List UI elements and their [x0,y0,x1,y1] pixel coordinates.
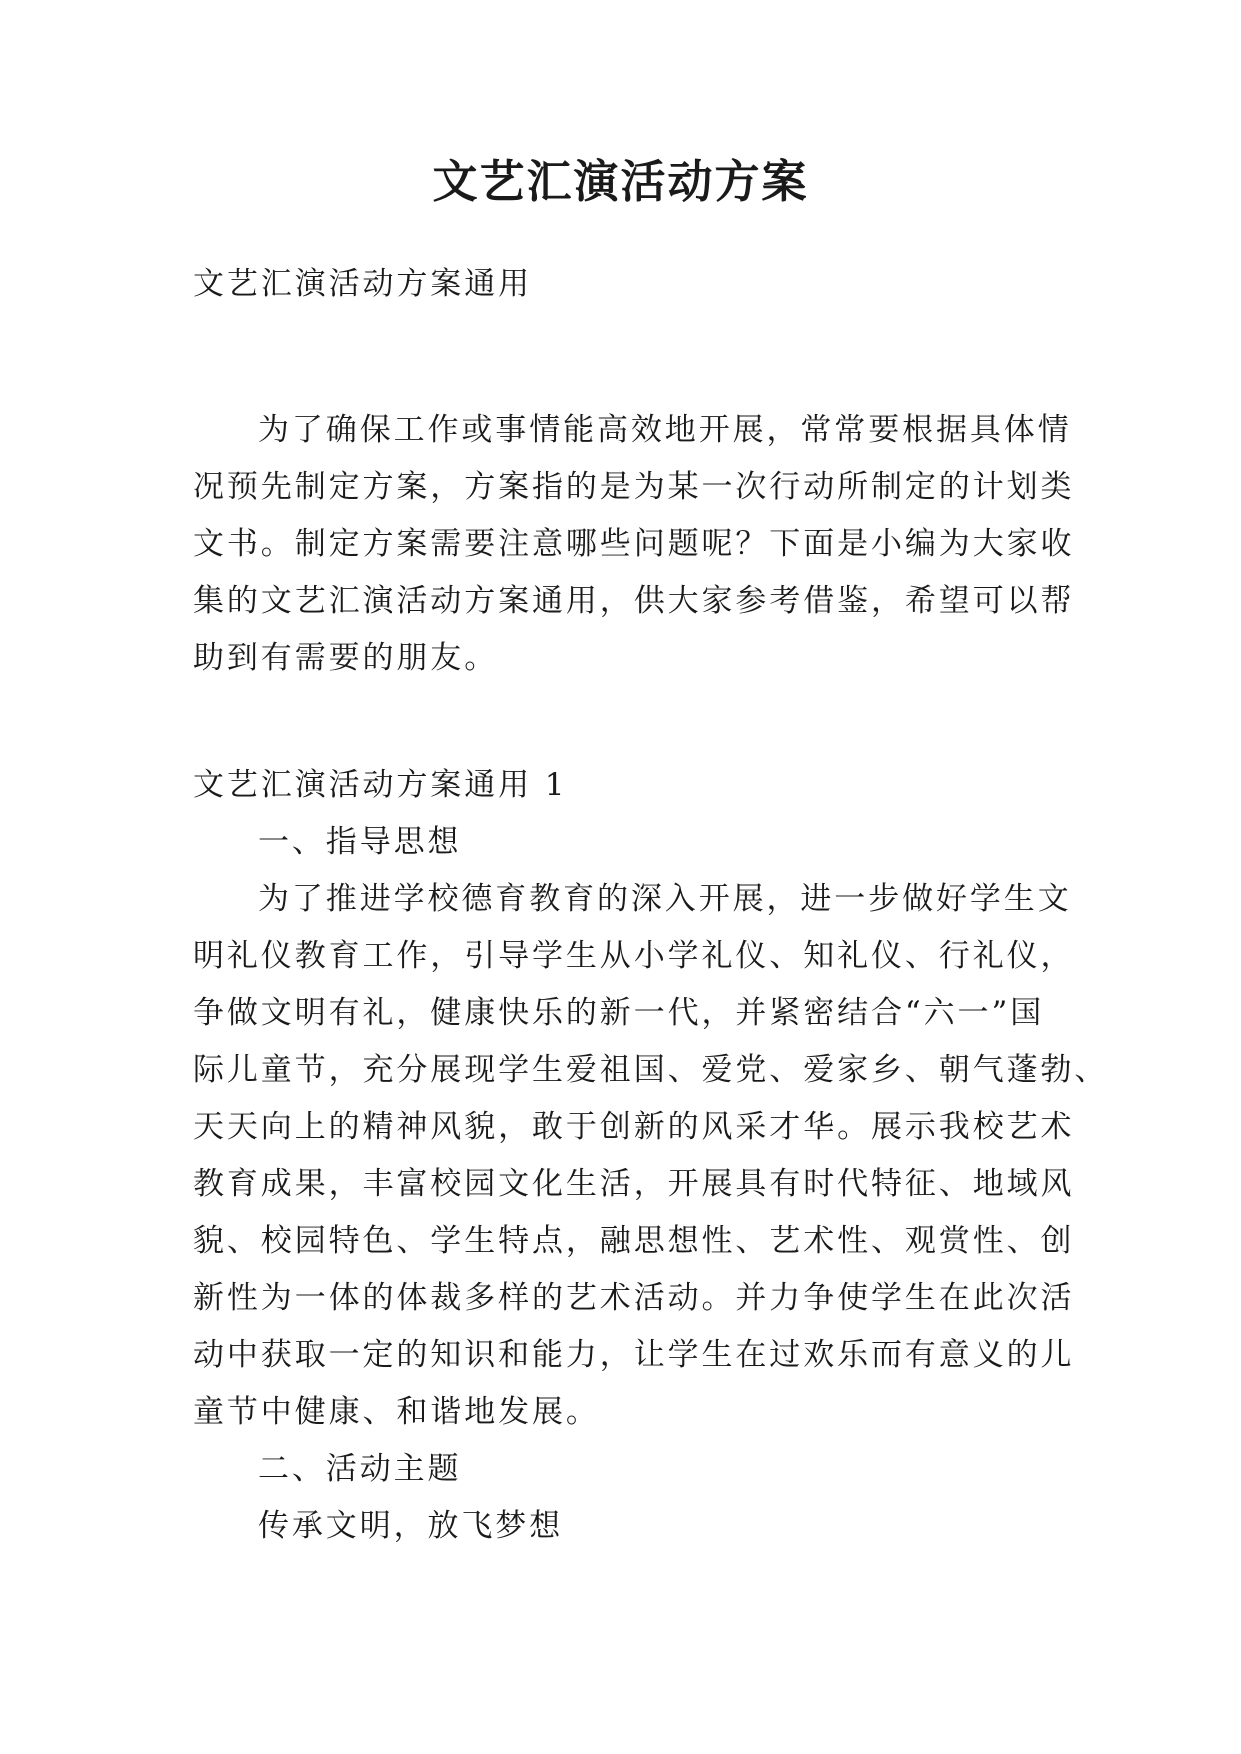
body-line: 教育成果，丰富校园文化生活，开展具有时代特征、地域风 [193,1166,1075,1202]
body-line: 争做文明有礼，健康快乐的新一代，并紧密结合“六一”国 [193,995,1045,1031]
theme-text: 传承文明，放飞梦想 [258,1508,564,1544]
intro-line: 助到有需要的朋友。 [193,640,499,676]
intro-line: 为了确保工作或事情能高效地开展，常常要根据具体情 [258,412,1072,448]
body-line: 童节中健康、和谐地发展。 [193,1394,600,1430]
heading-activity-theme: 二、活动主题 [258,1451,462,1487]
body-line: 新性为一体的体裁多样的艺术活动。并力争使学生在此次活 [193,1280,1075,1316]
body-line: 动中获取一定的知识和能力，让学生在过欢乐而有意义的儿 [193,1337,1075,1373]
intro-line: 文书。制定方案需要注意哪些问题呢？下面是小编为大家收 [193,526,1075,562]
body-line: 际儿童节，充分展现学生爱祖国、爱党、爱家乡、朝气蓬勃、 [193,1052,1109,1088]
section-title: 文艺汇演活动方案通用 1 [193,767,568,803]
body-line: 为了推进学校德育教育的深入开展，进一步做好学生文 [258,881,1072,917]
body-line: 天天向上的精神风貌，敢于创新的风采才华。展示我校艺术 [193,1109,1075,1145]
body-line: 貌、校园特色、学生特点，融思想性、艺术性、观赏性、创 [193,1223,1075,1259]
heading-guiding-ideology: 一、指导思想 [258,824,462,860]
intro-line: 集的文艺汇演活动方案通用，供大家参考借鉴，希望可以帮 [193,583,1075,619]
body-line: 明礼仪教育工作，引导学生从小学礼仪、知礼仪、行礼仪， [193,938,1075,974]
intro-line: 况预先制定方案，方案指的是为某一次行动所制定的计划类 [193,469,1075,505]
document-title: 文艺汇演活动方案 [432,155,809,208]
document-subtitle: 文艺汇演活动方案通用 [193,266,532,302]
